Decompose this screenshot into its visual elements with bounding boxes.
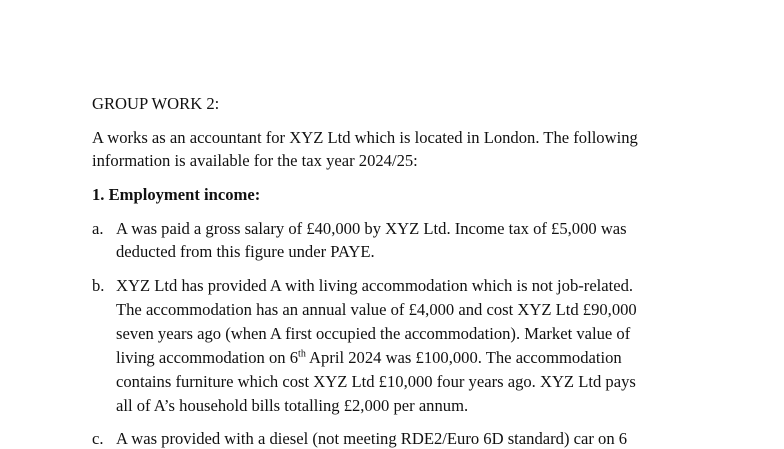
intro-line-1: A works as an accountant for XYZ Ltd which is located in London. The following <box>92 128 638 147</box>
item-a-line-2: deducted from this figure under PAYE. <box>116 242 375 261</box>
item-b-line-4 <box>116 348 622 368</box>
item-a-line-1: A was paid a gross salary of £40,000 by XYZ Ltd. Income tax of £5,000 was <box>116 219 627 238</box>
item-b-line-4-before: living accommodation on 6 <box>116 348 299 367</box>
intro-line-2: information is available for the tax year 2024/25: <box>92 151 418 170</box>
item-b-line-1: XYZ Ltd has provided A with living accommodation which is not job-related. <box>116 276 634 295</box>
section-title: 1. Employment income: <box>92 185 261 204</box>
document-heading: GROUP WORK 2: <box>92 94 220 113</box>
item-b-marker: b. <box>92 276 105 295</box>
item-a-marker: a. <box>92 219 104 238</box>
item-c-marker: c. <box>92 429 104 448</box>
item-b-line-5: contains furniture which cost XYZ Ltd £10,000 four years ago. XYZ Ltd pays <box>116 372 636 391</box>
item-b-line-3: seven years ago (when A first occupied the accommodation). Market value of <box>116 324 631 343</box>
item-c-line-1: A was provided with a diesel (not meeting RDE2/Euro 6D standard) car on 6 <box>116 429 628 448</box>
item-b-line-6: all of A’s household bills totalling £2,000 per annum. <box>116 396 469 415</box>
ordinal-suffix: th <box>298 348 306 360</box>
item-b-line-2: The accommodation has an annual value of £4,000 and cost XYZ Ltd £90,000 <box>116 300 637 319</box>
item-b-line-4-after: April 2024 was £100,000. The accommodation <box>305 348 622 367</box>
